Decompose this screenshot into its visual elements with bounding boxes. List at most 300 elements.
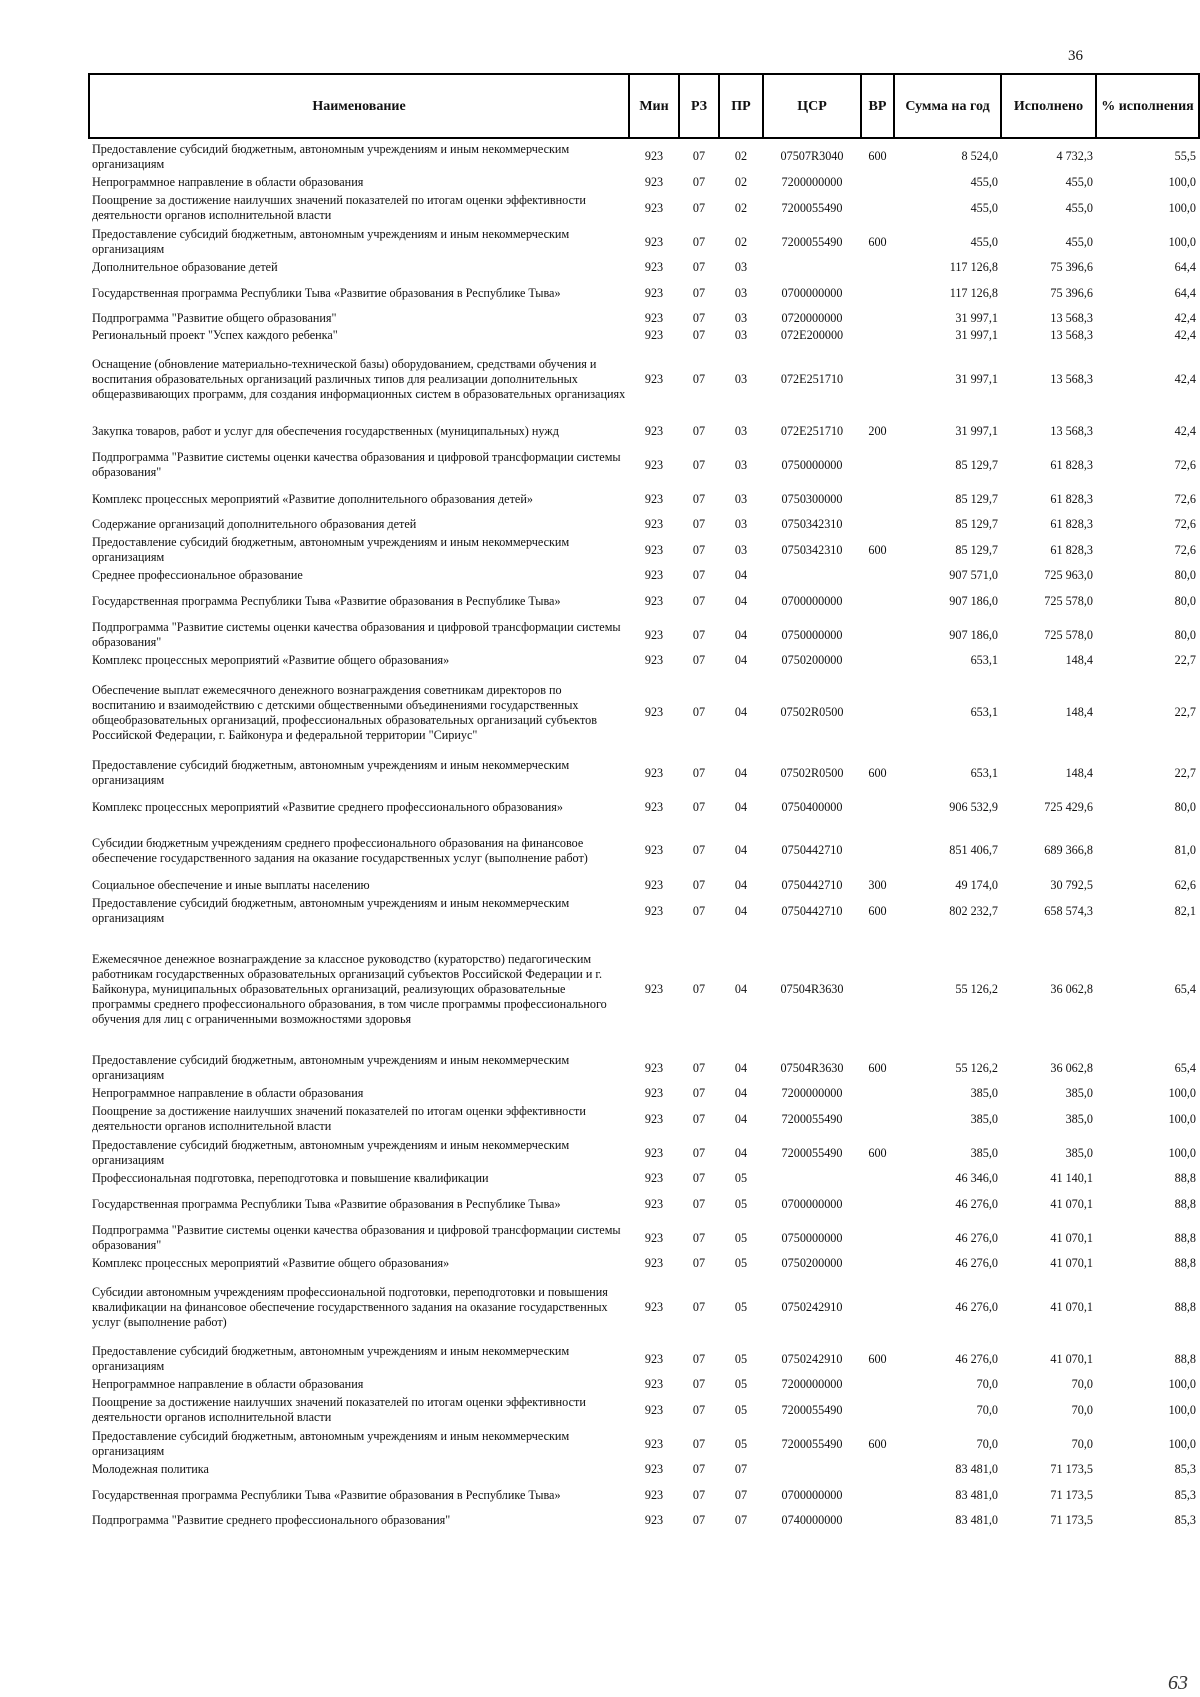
- row-pr: 05: [734, 1402, 748, 1417]
- row-vr: [861, 327, 894, 344]
- row-sum: 55 126,2: [955, 982, 998, 996]
- row-min: 923: [644, 1196, 664, 1211]
- row-name: Государственная программа Республики Тыва «Развитие образования в Республике Тыва»: [92, 1487, 561, 1502]
- row-rz: 07: [692, 799, 706, 814]
- row-csr: 0750442710: [781, 903, 843, 918]
- row-sum: 70,0: [976, 1402, 998, 1417]
- row-done: 41 140,1: [1050, 1171, 1093, 1185]
- row-min: 923: [644, 593, 664, 608]
- row-pct: 42,4: [1174, 423, 1196, 438]
- row-pct: 55,5: [1174, 149, 1196, 163]
- header-csr: ЦСР: [763, 74, 861, 138]
- row-sum: 907 571,0: [949, 568, 998, 582]
- row-csr: 0750000000: [781, 1230, 843, 1245]
- row-name: Комплекс процессных мероприятий «Развитие дополнительного образования детей»: [92, 491, 533, 506]
- row-name: Предоставление субсидий бюджетным, автономным учреждениям и иным некоммерческим организациям: [92, 1138, 570, 1167]
- row-vr: [861, 174, 894, 191]
- table-row: [89, 259, 1199, 276]
- header-name: Наименование: [89, 74, 629, 138]
- table-row: [89, 567, 1199, 584]
- row-sum: 49 174,0: [955, 878, 998, 892]
- row-rz: 07: [692, 285, 706, 300]
- header-rz: РЗ: [679, 74, 719, 138]
- row-min: 923: [644, 200, 664, 215]
- row-csr: [763, 1170, 861, 1187]
- row-done: 13 568,3: [1050, 371, 1093, 386]
- row-rz: 07: [692, 568, 706, 582]
- row-min: 923: [644, 1171, 664, 1185]
- row-csr: 7200000000: [781, 1086, 843, 1100]
- header-done: Исполнено: [1001, 74, 1096, 138]
- row-min: 923: [644, 285, 664, 300]
- row-name: Предоставление субсидий бюджетным, автономным учреждениям и иным некоммерческим организациям: [92, 896, 570, 925]
- row-csr: 07504R3630: [780, 982, 844, 996]
- row-vr: 300: [868, 878, 887, 892]
- row-pct: 88,8: [1174, 1171, 1196, 1185]
- row-done: 385,0: [1065, 1086, 1093, 1100]
- row-vr: 600: [868, 542, 887, 557]
- row-min: 923: [644, 705, 664, 719]
- row-csr: 072E251710: [780, 371, 844, 386]
- row-vr: [861, 584, 894, 618]
- row-rz: 07: [692, 653, 706, 667]
- row-pct: 80,0: [1174, 593, 1196, 608]
- row-min: 923: [644, 517, 664, 531]
- row-vr: [861, 310, 894, 327]
- row-rz: 07: [692, 1060, 706, 1075]
- row-name: Среднее профессиональное образование: [92, 568, 303, 582]
- table-row: [89, 1512, 1199, 1529]
- handwritten-page-mark: 63: [1168, 1672, 1188, 1694]
- row-sum: 83 481,0: [955, 1513, 998, 1527]
- row-csr: 7200055490: [781, 1145, 843, 1160]
- row-min: 923: [644, 542, 664, 557]
- row-rz: 07: [692, 1436, 706, 1451]
- row-min: 923: [644, 311, 664, 325]
- row-pr: 02: [734, 175, 748, 189]
- row-min: 923: [644, 1086, 664, 1100]
- table-row: [89, 1221, 1199, 1255]
- row-rz: 07: [692, 765, 706, 780]
- table-row: [89, 1255, 1199, 1272]
- row-sum: 85 129,7: [955, 542, 998, 557]
- row-pct: 100,0: [1168, 1145, 1196, 1160]
- row-min: 923: [644, 903, 664, 918]
- row-pct: 85,3: [1174, 1513, 1196, 1527]
- row-min: 923: [644, 982, 664, 996]
- row-name: Государственная программа Республики Тыва «Развитие образования в Республике Тыва»: [92, 593, 561, 608]
- row-pr: 04: [734, 843, 748, 857]
- row-sum: 906 532,9: [949, 799, 998, 814]
- row-name: Предоставление субсидий бюджетным, автономным учреждениям и иным некоммерческим организациям: [92, 1429, 570, 1458]
- row-done: 385,0: [1065, 1145, 1093, 1160]
- table-row: [89, 928, 1199, 1051]
- row-name: Комплекс процессных мероприятий «Развитие общего образования»: [92, 1256, 450, 1270]
- row-sum: 8 524,0: [961, 149, 998, 163]
- row-rz: 07: [692, 328, 706, 342]
- table-row: [89, 327, 1199, 344]
- row-rz: 07: [692, 1513, 706, 1527]
- row-vr: [861, 516, 894, 533]
- table-row: [89, 1170, 1199, 1187]
- row-sum: 46 276,0: [955, 1351, 998, 1366]
- row-csr: 7200055490: [781, 234, 843, 249]
- row-pr: 05: [734, 1299, 748, 1314]
- row-csr: 7200055490: [781, 1436, 843, 1451]
- row-csr: 0700000000: [781, 1487, 843, 1502]
- row-sum: 385,0: [970, 1086, 998, 1100]
- row-done: 385,0: [1065, 1111, 1093, 1126]
- table-row: [89, 533, 1199, 567]
- row-name: Комплекс процессных мероприятий «Развитие среднего профессионального образования»: [92, 799, 563, 814]
- table-row: [89, 824, 1199, 877]
- row-pct: 62,6: [1174, 878, 1196, 892]
- table-row: [89, 1051, 1199, 1085]
- table-row: [89, 756, 1199, 790]
- row-sum: 46 346,0: [955, 1171, 998, 1185]
- row-pr: 04: [734, 982, 748, 996]
- row-csr: 0750442710: [781, 878, 843, 892]
- row-rz: 07: [692, 234, 706, 249]
- row-csr: 07502R0500: [780, 765, 844, 780]
- row-pct: 80,0: [1174, 627, 1196, 642]
- row-done: 13 568,3: [1050, 311, 1093, 325]
- row-sum: 83 481,0: [955, 1487, 998, 1502]
- row-rz: 07: [692, 705, 706, 719]
- row-pr: 04: [734, 568, 748, 582]
- table-row: [89, 1102, 1199, 1136]
- row-csr: [763, 259, 861, 276]
- row-rz: 07: [692, 175, 706, 189]
- row-pr: 04: [734, 903, 748, 918]
- row-vr: [861, 1376, 894, 1393]
- row-rz: 07: [692, 1487, 706, 1502]
- row-csr: 7200055490: [781, 1402, 843, 1417]
- table-row: [89, 1427, 1199, 1461]
- row-pr: 03: [734, 328, 748, 342]
- row-pr: 03: [734, 260, 748, 274]
- row-rz: 07: [692, 311, 706, 325]
- row-sum: 70,0: [976, 1377, 998, 1391]
- row-csr: 0750242910: [781, 1351, 843, 1366]
- row-vr: [861, 824, 894, 877]
- row-vr: [861, 669, 894, 756]
- row-rz: 07: [692, 260, 706, 274]
- row-done: 725 429,6: [1044, 799, 1093, 814]
- row-pr: 07: [734, 1513, 748, 1527]
- row-done: 61 828,3: [1050, 457, 1093, 472]
- row-pr: 04: [734, 593, 748, 608]
- row-done: 725 578,0: [1044, 627, 1093, 642]
- row-pct: 72,6: [1174, 491, 1196, 506]
- row-sum: 455,0: [970, 200, 998, 215]
- row-vr: [861, 1512, 894, 1529]
- row-pr: 03: [734, 371, 748, 386]
- row-vr: [861, 652, 894, 669]
- row-sum: 117 126,8: [949, 260, 998, 274]
- row-done: 455,0: [1065, 234, 1093, 249]
- row-done: 36 062,8: [1050, 982, 1093, 996]
- table-row: [89, 669, 1199, 756]
- row-csr: 0750342310: [781, 542, 843, 557]
- row-rz: 07: [692, 457, 706, 472]
- row-pct: 42,4: [1174, 328, 1196, 342]
- budget-table: [88, 73, 1200, 1529]
- header-pct: % исполнения: [1096, 74, 1199, 138]
- row-pr: 04: [734, 653, 748, 667]
- row-done: 689 366,8: [1044, 843, 1093, 857]
- table-row: [89, 584, 1199, 618]
- row-pr: 02: [734, 149, 748, 163]
- row-pct: 85,3: [1174, 1462, 1196, 1476]
- table-row: [89, 225, 1199, 259]
- row-min: 923: [644, 843, 664, 857]
- row-min: 923: [644, 1230, 664, 1245]
- row-min: 923: [644, 1256, 664, 1270]
- row-rz: 07: [692, 542, 706, 557]
- row-min: 923: [644, 1111, 664, 1126]
- row-name: Подпрограмма "Развитие системы оценки качества образования и цифровой трансформации системы образования": [92, 1223, 621, 1252]
- row-min: 923: [644, 423, 664, 438]
- row-vr: [861, 618, 894, 652]
- table-row: [89, 1376, 1199, 1393]
- row-rz: 07: [692, 593, 706, 608]
- row-sum: 653,1: [970, 705, 998, 719]
- row-pct: 80,0: [1174, 799, 1196, 814]
- row-csr: 0750300000: [781, 491, 843, 506]
- row-name: Подпрограмма "Развитие системы оценки качества образования и цифровой трансформации системы образования": [92, 450, 621, 479]
- row-pct: 80,0: [1174, 568, 1196, 582]
- row-pct: 100,0: [1168, 234, 1196, 249]
- table-body: [89, 138, 1199, 1529]
- table-row: [89, 414, 1199, 448]
- row-csr: 07504R3630: [780, 1060, 844, 1075]
- row-sum: 851 406,7: [949, 843, 998, 857]
- row-done: 41 070,1: [1050, 1256, 1093, 1270]
- row-done: 725 578,0: [1044, 593, 1093, 608]
- header-sum: Сумма на год: [894, 74, 1001, 138]
- row-vr: [861, 567, 894, 584]
- row-name: Поощрение за достижение наилучших значений показателей по итогам оценки эффективности деятельности органов исполнительной власти: [92, 1104, 586, 1133]
- row-done: 41 070,1: [1050, 1299, 1093, 1314]
- row-min: 923: [644, 653, 664, 667]
- row-pct: 65,4: [1174, 982, 1196, 996]
- row-vr: [861, 344, 894, 414]
- row-vr: 600: [868, 1060, 887, 1075]
- row-name: Непрограммное направление в области образования: [92, 175, 364, 189]
- table-row: [89, 1187, 1199, 1221]
- row-name: Поощрение за достижение наилучших значений показателей по итогам оценки эффективности деятельности органов исполнительной власти: [92, 1395, 586, 1424]
- table-row: [89, 1393, 1199, 1427]
- row-rz: 07: [692, 1462, 706, 1476]
- row-name: Субсидии автономным учреждениям профессиональной подготовки, переподготовки и повышения квалификации на финансовое обеспечение государственного задания на оказание государственных услуг (выполнение работ): [92, 1284, 608, 1329]
- row-done: 658 574,3: [1044, 903, 1093, 918]
- row-vr: [861, 1187, 894, 1221]
- row-sum: 385,0: [970, 1145, 998, 1160]
- row-done: 4 732,3: [1056, 149, 1093, 163]
- row-name: Непрограммное направление в области образования: [92, 1377, 364, 1391]
- row-csr: 072E251710: [780, 423, 844, 438]
- row-csr: 0720000000: [781, 311, 843, 325]
- row-min: 923: [644, 1377, 664, 1391]
- row-csr: 0700000000: [781, 285, 843, 300]
- row-csr: 0750400000: [781, 799, 843, 814]
- row-csr: 0750200000: [781, 1256, 843, 1270]
- row-min: 923: [644, 328, 664, 342]
- row-min: 923: [644, 234, 664, 249]
- row-rz: 07: [692, 371, 706, 386]
- row-min: 923: [644, 1060, 664, 1075]
- row-done: 61 828,3: [1050, 517, 1093, 531]
- row-pct: 65,4: [1174, 1060, 1196, 1075]
- row-pr: 04: [734, 1111, 748, 1126]
- row-min: 923: [644, 175, 664, 189]
- row-pr: 04: [734, 878, 748, 892]
- row-sum: 802 232,7: [949, 903, 998, 918]
- row-min: 923: [644, 627, 664, 642]
- row-name: Государственная программа Республики Тыва «Развитие образования в Республике Тыва»: [92, 1196, 561, 1211]
- row-name: Непрограммное направление в области образования: [92, 1086, 364, 1100]
- row-name: Подпрограмма "Развитие общего образования": [92, 311, 337, 325]
- row-name: Социальное обеспечение и иные выплаты населению: [92, 878, 370, 892]
- row-rz: 07: [692, 517, 706, 531]
- row-done: 61 828,3: [1050, 491, 1093, 506]
- row-pr: 03: [734, 285, 748, 300]
- row-done: 61 828,3: [1050, 542, 1093, 557]
- row-pct: 82,1: [1174, 903, 1196, 918]
- row-done: 71 173,5: [1050, 1487, 1093, 1502]
- table-row: [89, 1136, 1199, 1170]
- row-sum: 653,1: [970, 765, 998, 780]
- row-done: 148,4: [1065, 705, 1093, 719]
- row-min: 923: [644, 765, 664, 780]
- row-vr: [861, 448, 894, 482]
- row-name: Комплекс процессных мероприятий «Развитие общего образования»: [92, 653, 450, 667]
- row-sum: 83 481,0: [955, 1462, 998, 1476]
- row-done: 148,4: [1065, 653, 1093, 667]
- row-min: 923: [644, 371, 664, 386]
- row-rz: 07: [692, 982, 706, 996]
- row-vr: 600: [868, 149, 887, 163]
- row-min: 923: [644, 568, 664, 582]
- row-name: Предоставление субсидий бюджетным, автономным учреждениям и иным некоммерческим организациям: [92, 535, 570, 564]
- row-done: 13 568,3: [1050, 423, 1093, 438]
- row-pr: 05: [734, 1436, 748, 1451]
- row-pr: 02: [734, 200, 748, 215]
- row-pr: 04: [734, 1060, 748, 1075]
- row-done: 13 568,3: [1050, 328, 1093, 342]
- row-rz: 07: [692, 491, 706, 506]
- row-csr: 072E200000: [780, 328, 844, 342]
- row-pct: 85,3: [1174, 1487, 1196, 1502]
- row-vr: 600: [868, 1145, 887, 1160]
- row-vr: [861, 259, 894, 276]
- row-done: 455,0: [1065, 200, 1093, 215]
- page-number: 36: [1068, 48, 1083, 64]
- row-pct: 64,4: [1174, 260, 1196, 274]
- row-done: 70,0: [1071, 1436, 1093, 1451]
- row-min: 923: [644, 260, 664, 274]
- row-min: 923: [644, 799, 664, 814]
- row-min: 923: [644, 1436, 664, 1451]
- row-min: 923: [644, 1351, 664, 1366]
- row-vr: 600: [868, 903, 887, 918]
- row-name: Предоставление субсидий бюджетным, автономным учреждениям и иным некоммерческим организациям: [92, 758, 570, 787]
- row-min: 923: [644, 1145, 664, 1160]
- table-row: [89, 790, 1199, 824]
- row-pr: 03: [734, 457, 748, 472]
- table-row: [89, 448, 1199, 482]
- row-csr: 0750342310: [781, 517, 843, 531]
- row-pct: 81,0: [1174, 843, 1196, 857]
- row-min: 923: [644, 149, 664, 163]
- row-sum: 46 276,0: [955, 1256, 998, 1270]
- row-vr: [861, 1085, 894, 1102]
- row-name: Оснащение (обновление материально-технической базы) оборудованием, средствами обучения и воспитания образовательных организаций различных типов для реализации дополнительных общеразвивающих программ, для создания информационных систем в образовательных организациях: [92, 356, 626, 401]
- row-sum: 385,0: [970, 1111, 998, 1126]
- row-pr: 03: [734, 517, 748, 531]
- row-done: 70,0: [1071, 1402, 1093, 1417]
- row-name: Предоставление субсидий бюджетным, автономным учреждениям и иным некоммерческим организациям: [92, 1053, 570, 1082]
- row-csr: [763, 567, 861, 584]
- row-name: Обеспечение выплат ежемесячного денежного вознаграждения советникам директоров по воспитанию и взаимодействию с детскими общественными объединениями государственных общеобразовательных организаций, профессиональных образовательных организаций субъектов Российской Федерации, г. Байконура и федеральной территории "Сириус": [92, 682, 598, 742]
- row-name: Предоставление субсидий бюджетным, автономным учреждениям и иным некоммерческим организациям: [92, 227, 570, 256]
- row-pr: 05: [734, 1171, 748, 1185]
- row-pr: 04: [734, 705, 748, 719]
- row-rz: 07: [692, 903, 706, 918]
- row-pct: 72,6: [1174, 542, 1196, 557]
- row-rz: 07: [692, 1145, 706, 1160]
- table-header: [89, 74, 1199, 138]
- table-row: [89, 310, 1199, 327]
- row-min: 923: [644, 1513, 664, 1527]
- row-csr: 0700000000: [781, 1196, 843, 1211]
- row-done: 71 173,5: [1050, 1513, 1093, 1527]
- row-name: Профессиональная подготовка, переподготовка и повышение квалификации: [92, 1171, 489, 1185]
- row-sum: 46 276,0: [955, 1230, 998, 1245]
- table-row: [89, 276, 1199, 310]
- row-name: Региональный проект "Успех каждого ребенка": [92, 328, 338, 342]
- row-pr: 05: [734, 1256, 748, 1270]
- table-row: [89, 1342, 1199, 1376]
- row-pct: 42,4: [1174, 371, 1196, 386]
- row-pct: 88,8: [1174, 1299, 1196, 1314]
- row-rz: 07: [692, 1111, 706, 1126]
- row-csr: 7200055490: [781, 1111, 843, 1126]
- row-vr: [861, 1478, 894, 1512]
- row-sum: 85 129,7: [955, 517, 998, 531]
- header-pr: ПР: [719, 74, 763, 138]
- row-sum: 85 129,7: [955, 457, 998, 472]
- row-csr: 0750442710: [781, 843, 843, 857]
- row-sum: 70,0: [976, 1436, 998, 1451]
- row-pr: 03: [734, 311, 748, 325]
- row-pr: 04: [734, 765, 748, 780]
- row-name: Подпрограмма "Развитие среднего профессионального образования": [92, 1513, 451, 1527]
- row-pr: 04: [734, 1086, 748, 1100]
- row-sum: 31 997,1: [955, 423, 998, 438]
- table-row: [89, 516, 1199, 533]
- row-pct: 100,0: [1168, 175, 1196, 189]
- row-csr: 7200000000: [781, 1377, 843, 1391]
- row-rz: 07: [692, 1377, 706, 1391]
- row-pct: 100,0: [1168, 200, 1196, 215]
- row-min: 923: [644, 491, 664, 506]
- row-name: Закупка товаров, работ и услуг для обеспечения государственных (муниципальных) нужд: [92, 423, 559, 438]
- row-rz: 07: [692, 1230, 706, 1245]
- row-csr: 7200055490: [781, 200, 843, 215]
- row-done: 75 396,6: [1050, 260, 1093, 274]
